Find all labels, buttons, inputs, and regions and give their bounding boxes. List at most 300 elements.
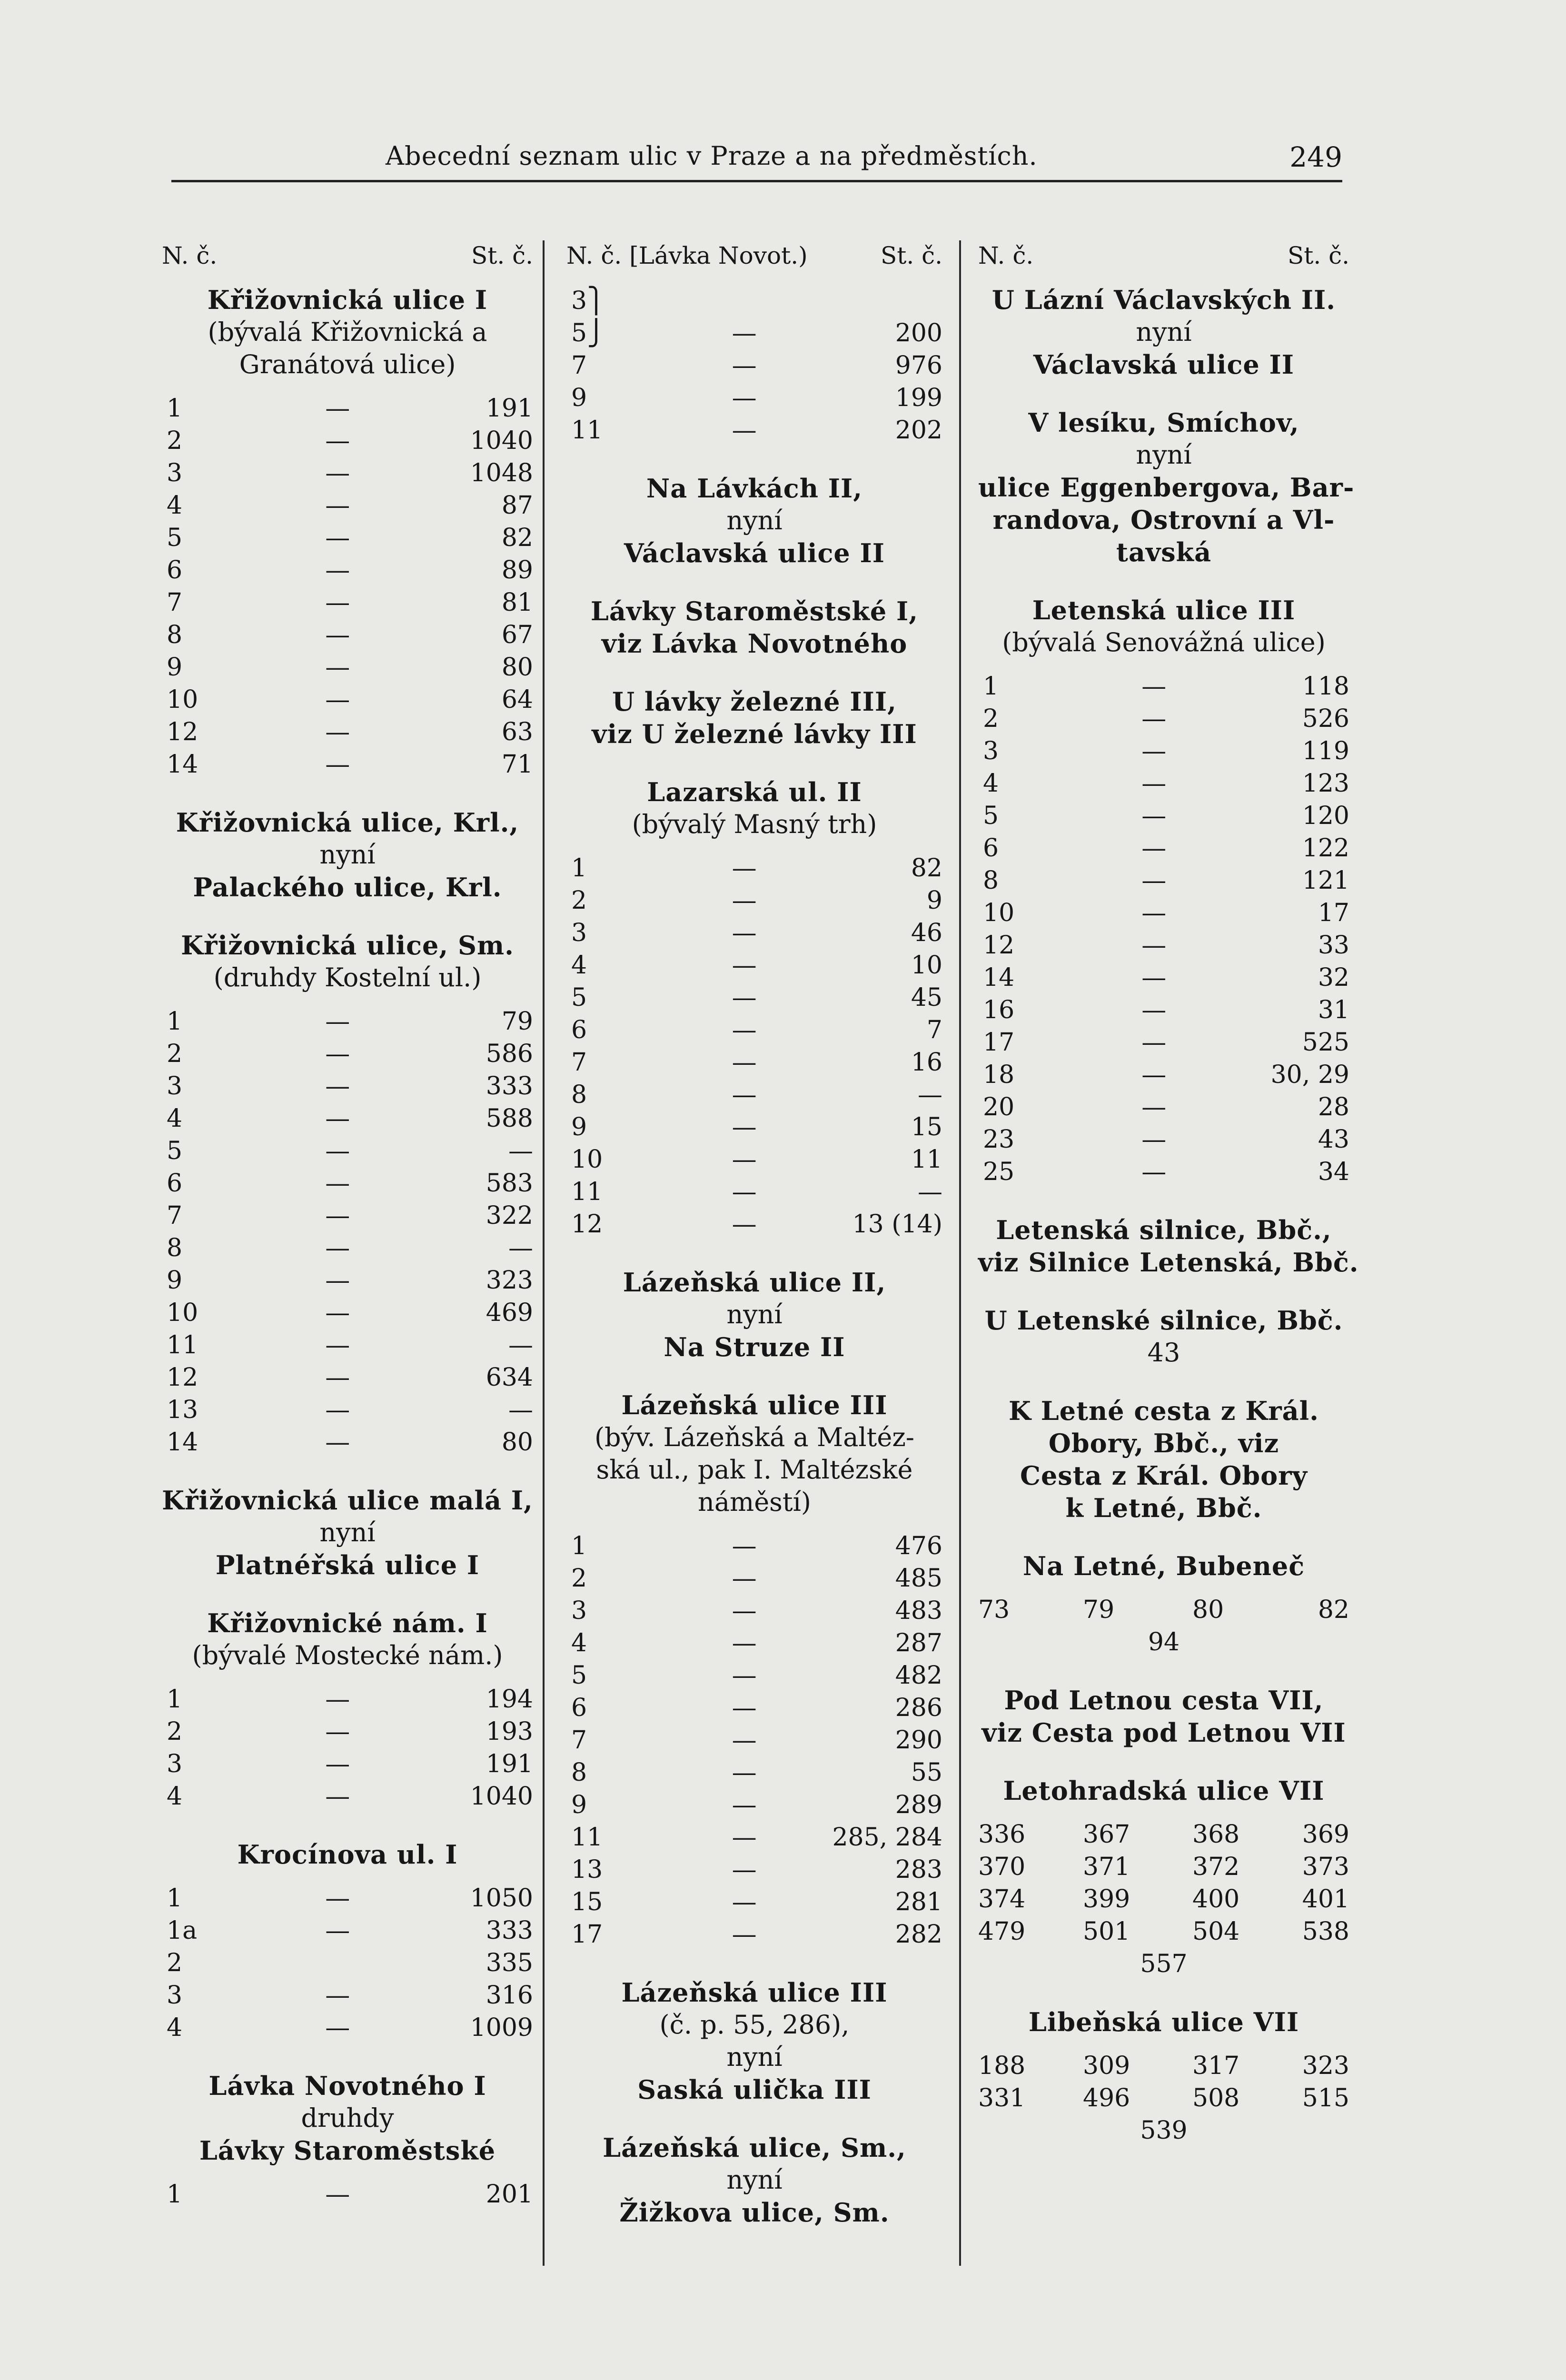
dash-separator: — (1141, 899, 1167, 927)
street-name: Lávka Novotného I (208, 2071, 486, 2101)
dash-separator: — (325, 1137, 350, 1165)
table-row (162, 1914, 533, 1947)
dash-separator: — (732, 1145, 757, 1174)
new-number: 2 (167, 426, 183, 455)
new-number: 1 (167, 2180, 183, 2209)
table-row (978, 1123, 1349, 1156)
old-number: 469 (486, 1299, 533, 1327)
old-number: 82 (501, 524, 533, 552)
dash-separator: — (325, 1685, 350, 1714)
house-number: 369 (1302, 1820, 1349, 1849)
dash-separator: — (732, 1888, 757, 1916)
street-entry (566, 472, 942, 569)
street-entry (978, 2006, 1349, 2147)
table-row (978, 832, 1349, 864)
new-number: 7 (167, 1201, 183, 1230)
old-number: 32 (1318, 963, 1349, 992)
table-row (566, 917, 942, 949)
old-number: 199 (895, 384, 942, 412)
table-row (566, 1627, 942, 1659)
street-entry (566, 2132, 942, 2229)
street-entry (566, 1266, 942, 1363)
new-number: 2 (571, 1564, 587, 1593)
table-row (566, 1789, 942, 1821)
table-row (566, 1821, 942, 1854)
table-row (978, 800, 1349, 832)
old-number: 119 (1302, 737, 1349, 765)
table-row (162, 1167, 533, 1200)
dash-separator: — (1141, 834, 1167, 863)
new-number: 1 (167, 1884, 183, 1913)
number-table (162, 1005, 533, 1458)
street-name: Libeňská ulice VII (1028, 2007, 1299, 2037)
house-number: 94 (1148, 1628, 1180, 1656)
house-number: 373 (1302, 1853, 1349, 1881)
new-number: 2 (167, 1717, 183, 1746)
old-number: 118 (1302, 672, 1349, 701)
dash-separator: — (732, 1532, 757, 1560)
dash-separator: — (732, 1823, 757, 1852)
street-name: Lazarská ul. II (647, 777, 862, 807)
table-row (162, 1232, 533, 1264)
street-name: U Lázní Václavských II. (991, 285, 1336, 315)
dash-separator: — (325, 1396, 350, 1424)
new-number: 5 (167, 524, 183, 552)
old-number: 122 (1302, 834, 1349, 863)
street-name: k Letné, Bbč. (1065, 1493, 1262, 1523)
old-number: 71 (501, 750, 533, 779)
dash-separator: — (1141, 769, 1167, 798)
street-name: randova, Ostrovní a Vl- (992, 505, 1335, 535)
street-note: nyní (319, 1517, 376, 1547)
table-row (162, 489, 533, 522)
new-number: 14 (167, 1428, 198, 1457)
new-number: 10 (983, 899, 1015, 927)
table-row (978, 1156, 1349, 1188)
new-number: 16 (983, 996, 1015, 1024)
old-number: 43 (1318, 1125, 1349, 1154)
table-row (566, 414, 942, 446)
new-number: 4 (571, 951, 587, 980)
new-number: 5 (167, 1137, 183, 1165)
table-row (566, 982, 942, 1014)
new-number: 3 (167, 459, 183, 487)
number-table (566, 1530, 942, 1951)
street-name: Lázeňská ulice, Sm., (603, 2132, 906, 2163)
house-number: 538 (1302, 1917, 1349, 1946)
table-row (162, 716, 533, 748)
new-number: 14 (983, 963, 1015, 992)
table-row (566, 884, 942, 917)
street-name: Křižovnická ulice malá I, (162, 1485, 533, 1516)
dash-separator: — (325, 426, 350, 455)
table-row (162, 522, 533, 554)
table-row (162, 1748, 533, 1780)
dash-separator: — (732, 1855, 757, 1884)
dash-separator: — (325, 653, 350, 682)
new-number: 3 (983, 737, 999, 765)
table-row (162, 554, 533, 586)
dash-separator: — (732, 1081, 757, 1109)
old-number: 290 (895, 1726, 942, 1755)
old-number: 34 (1318, 1158, 1349, 1186)
new-number: 8 (167, 621, 183, 649)
street-note: (bývalá Křižovnická a (208, 317, 487, 347)
dash-separator: — (325, 621, 350, 649)
street-name: Letenská silnice, Bbč., (996, 1215, 1332, 1245)
dash-separator: — (1141, 802, 1167, 830)
old-number: 202 (895, 416, 942, 445)
street-name: Křižovnická ulice I (207, 285, 488, 315)
street-name: Lázeňská ulice II, (623, 1267, 886, 1298)
old-number: 586 (486, 1040, 533, 1068)
street-note: nyní (1136, 440, 1192, 470)
table-row (566, 1176, 942, 1208)
street-entry (978, 1684, 1349, 1749)
number-grid (978, 1818, 1349, 1980)
table-row (162, 1135, 533, 1167)
dash-separator: — (732, 983, 757, 1012)
new-number: 1 (167, 1007, 183, 1036)
dash-separator: — (1141, 963, 1167, 992)
dash-separator: — (1141, 737, 1167, 765)
house-number: 479 (978, 1917, 1026, 1946)
new-number: 5⎭ (571, 319, 606, 347)
new-number: 15 (571, 1888, 603, 1916)
table-row (566, 1918, 942, 1951)
dash-separator: — (732, 1791, 757, 1819)
table-row (978, 1026, 1349, 1059)
street-entry (978, 1775, 1349, 1980)
number-table (162, 1882, 533, 2044)
dash-separator: — (325, 1428, 350, 1457)
table-row (978, 897, 1349, 929)
column-header (566, 238, 942, 273)
grid-row (978, 1851, 1349, 1883)
dash-separator: — (732, 1597, 757, 1625)
table-row (566, 949, 942, 982)
street-entry (978, 594, 1349, 1188)
number-table (162, 1683, 533, 1813)
street-entry (162, 929, 533, 1458)
new-number: 3 (167, 1981, 183, 2010)
old-number: 583 (486, 1169, 533, 1198)
dash-separator: — (1141, 866, 1167, 895)
street-name: Lázeňská ulice III (621, 1390, 888, 1420)
dash-separator: — (732, 319, 757, 347)
table-row (162, 392, 533, 425)
new-number: 5 (571, 1661, 587, 1690)
street-entry (162, 2070, 533, 2211)
new-number: 11 (571, 1823, 603, 1852)
old-number: 13 (14) (852, 1210, 942, 1239)
old-number: 15 (911, 1113, 942, 1141)
old-number: 11 (911, 1145, 942, 1174)
table-row (566, 317, 942, 349)
new-number: 23 (983, 1125, 1015, 1154)
street-name: Na Struze II (664, 1332, 845, 1362)
old-number: 9 (926, 886, 942, 915)
street-name: Lávky Staroměstské I, (590, 596, 919, 626)
grid-row (978, 1915, 1349, 1948)
old-number: 55 (911, 1758, 942, 1787)
street-name: Saská ulička III (637, 2074, 872, 2105)
new-number: 1 (571, 1532, 587, 1560)
house-number: 496 (1083, 2084, 1130, 2112)
street-entry (566, 1389, 942, 1951)
old-number: 333 (486, 1916, 533, 1945)
old-number: 588 (486, 1104, 533, 1133)
old-number: 193 (486, 1717, 533, 1746)
new-number: 13 (571, 1855, 603, 1884)
new-number: 1a (167, 1916, 198, 1945)
street-entry (978, 1395, 1349, 1524)
grid-row (978, 1883, 1349, 1915)
table-row (162, 2178, 533, 2211)
old-number: 322 (486, 1201, 533, 1230)
street-name: U Letenské silnice, Bbč. (984, 1305, 1343, 1336)
header-number-label: N. č. [Lávka Novot.) (566, 242, 808, 269)
new-number: 4 (571, 1629, 587, 1657)
table-row (978, 962, 1349, 994)
old-number: 82 (911, 854, 942, 883)
old-number: 17 (1318, 899, 1349, 927)
dash-separator: — (325, 1040, 350, 1068)
old-number: 79 (501, 1007, 533, 1036)
house-number: 515 (1302, 2084, 1349, 2112)
dash-separator: — (325, 1201, 350, 1230)
table-row (162, 748, 533, 781)
new-number: 13 (167, 1396, 198, 1424)
new-number: 5 (983, 802, 999, 830)
table-row (566, 1595, 942, 1627)
dash-separator: — (732, 854, 757, 883)
house-number: 372 (1192, 1853, 1240, 1881)
new-number: 17 (983, 1028, 1015, 1057)
grid-row (978, 1948, 1349, 1980)
new-number: 17 (571, 1920, 603, 1949)
header-old-number-label: St. č. (471, 242, 533, 269)
table-row (566, 1724, 942, 1756)
old-number: 33 (1318, 931, 1349, 960)
old-number: 634 (486, 1363, 533, 1392)
house-number: 309 (1083, 2052, 1130, 2080)
house-number: 508 (1192, 2084, 1240, 2112)
header-number-label: N. č. (978, 242, 1034, 269)
dash-separator: — (325, 394, 350, 423)
old-number: 191 (486, 1750, 533, 1778)
old-number: — (508, 1234, 533, 1262)
dash-separator: — (732, 919, 757, 947)
table-row (978, 703, 1349, 735)
table-row (162, 2012, 533, 2044)
page-number: 249 (1289, 141, 1342, 173)
street-name: Křižovnické nám. I (207, 1608, 488, 1638)
old-number: — (508, 1396, 533, 1424)
new-number: 8 (983, 866, 999, 895)
street-name: Cesta z Král. Obory (1020, 1460, 1308, 1491)
dash-separator: — (1141, 672, 1167, 701)
dash-separator: — (1141, 1028, 1167, 1057)
street-note: ská ul., pak I. Maltézské (596, 1455, 913, 1485)
old-number: 64 (501, 685, 533, 714)
dash-separator: — (325, 1234, 350, 1262)
table-row (566, 1143, 942, 1176)
new-number: 8 (571, 1758, 587, 1787)
dash-separator: — (325, 1717, 350, 1746)
old-number: 976 (895, 351, 942, 380)
street-entry (978, 1550, 1349, 1658)
table-row (162, 1264, 533, 1297)
table-row (978, 1091, 1349, 1123)
table-row (566, 349, 942, 382)
new-number: 2 (167, 1040, 183, 1068)
street-name: Na Letné, Bubeneč (1022, 1551, 1305, 1581)
new-number: 6 (571, 1016, 587, 1044)
grid-row (978, 2114, 1349, 2147)
table-row (566, 382, 942, 414)
dash-separator: — (1141, 931, 1167, 960)
new-number: 11 (571, 416, 603, 445)
house-number: 504 (1192, 1917, 1240, 1946)
table-row (162, 457, 533, 489)
table-row (566, 1854, 942, 1886)
grid-row (978, 2050, 1349, 2082)
dash-separator: — (732, 384, 757, 412)
dash-separator: — (325, 718, 350, 746)
number-table (566, 852, 942, 1240)
house-number: 374 (978, 1885, 1026, 1914)
house-number: 80 (1192, 1596, 1224, 1624)
new-number: 12 (983, 931, 1015, 960)
table-row (566, 1014, 942, 1046)
old-number: 63 (501, 718, 533, 746)
dash-separator: — (325, 1363, 350, 1392)
new-number: 1 (983, 672, 999, 701)
table-row (162, 1005, 533, 1038)
street-entry (978, 407, 1355, 568)
house-number: 336 (978, 1820, 1026, 1849)
new-number: 9 (167, 653, 183, 682)
street-entry (566, 685, 942, 750)
dash-separator: — (732, 1048, 757, 1077)
grid-row (978, 1594, 1349, 1626)
old-number: 16 (911, 1048, 942, 1077)
old-number: 1009 (470, 2013, 533, 2042)
old-number: 333 (486, 1072, 533, 1101)
house-number: 188 (978, 2052, 1026, 2080)
street-entry (978, 284, 1349, 381)
grid-row (978, 1818, 1349, 1851)
column-header (162, 238, 533, 273)
table-row (566, 1692, 942, 1724)
old-number: 482 (895, 1661, 942, 1690)
new-number: 4 (167, 491, 183, 520)
street-name: tavská (1116, 537, 1212, 567)
street-name: Lázeňská ulice III (621, 1977, 888, 2008)
old-number: 287 (895, 1629, 942, 1657)
house-number: 501 (1083, 1917, 1130, 1946)
dash-separator: — (325, 459, 350, 487)
new-number: 3⎫ (571, 287, 606, 315)
street-name: Václavská ulice II (1033, 349, 1295, 380)
street-name: Václavská ulice II (624, 538, 885, 568)
table-row (566, 285, 942, 317)
new-number: 6 (167, 556, 183, 585)
old-number: 335 (486, 1949, 533, 1977)
table-row (162, 1683, 533, 1716)
street-entry (978, 1304, 1349, 1369)
new-number: 8 (167, 1234, 183, 1262)
table-row (566, 1562, 942, 1595)
street-entry (162, 806, 533, 903)
number-table (978, 670, 1349, 1188)
old-number: — (508, 1331, 533, 1359)
new-number: 11 (571, 1178, 603, 1206)
dash-separator: — (732, 1661, 757, 1690)
new-number: 7 (167, 588, 183, 617)
table-row (566, 1079, 942, 1111)
old-number: 282 (895, 1920, 942, 1949)
new-number: 2 (571, 886, 587, 915)
new-number: 1 (167, 394, 183, 423)
table-row (162, 586, 533, 619)
new-number: 10 (571, 1145, 603, 1174)
old-number: — (918, 1178, 942, 1206)
table-row (978, 864, 1349, 897)
dash-separator: — (1141, 1061, 1167, 1089)
old-number: 316 (486, 1981, 533, 2010)
new-number: 4 (167, 1104, 183, 1133)
street-name: viz Silnice Letenská, Bbč. (978, 1247, 1359, 1278)
house-number: 557 (1140, 1950, 1188, 1978)
house-number: 82 (1318, 1596, 1349, 1624)
new-number: 8 (571, 1081, 587, 1109)
column-divider (959, 240, 961, 2266)
dash-separator: — (732, 1210, 757, 1239)
new-number: 6 (167, 1169, 183, 1198)
street-name: Letohradská ulice VII (1003, 1775, 1325, 1806)
old-number: 200 (895, 319, 942, 347)
old-number: 1040 (470, 1782, 533, 1811)
old-number: 1050 (470, 1884, 533, 1913)
street-entry (162, 1838, 533, 2044)
old-number: 1040 (470, 426, 533, 455)
dash-separator: — (325, 588, 350, 617)
house-number: 401 (1302, 1885, 1349, 1914)
old-number: 81 (501, 588, 533, 617)
old-number: 121 (1302, 866, 1349, 895)
page-header (171, 137, 1342, 182)
new-number: 5 (571, 983, 587, 1012)
old-number: 194 (486, 1685, 533, 1714)
column-divider (543, 240, 545, 2266)
new-number: 2 (167, 1949, 183, 1977)
new-number: 12 (167, 718, 198, 746)
old-number: 201 (486, 2180, 533, 2209)
street-name: V lesíku, Smíchov, (1028, 407, 1299, 438)
old-number: 191 (486, 394, 533, 423)
running-title: Abecední seznam ulic v Praze a na předměstích. (386, 141, 1038, 171)
street-entry (978, 1214, 1359, 1279)
dash-separator: — (732, 1920, 757, 1949)
table-row (566, 1659, 942, 1692)
old-number: 80 (501, 653, 533, 682)
table-row (162, 1038, 533, 1070)
street-note: (bývalé Mostecké nám.) (192, 1640, 503, 1670)
new-number: 6 (983, 834, 999, 863)
new-number: 9 (571, 1113, 587, 1141)
